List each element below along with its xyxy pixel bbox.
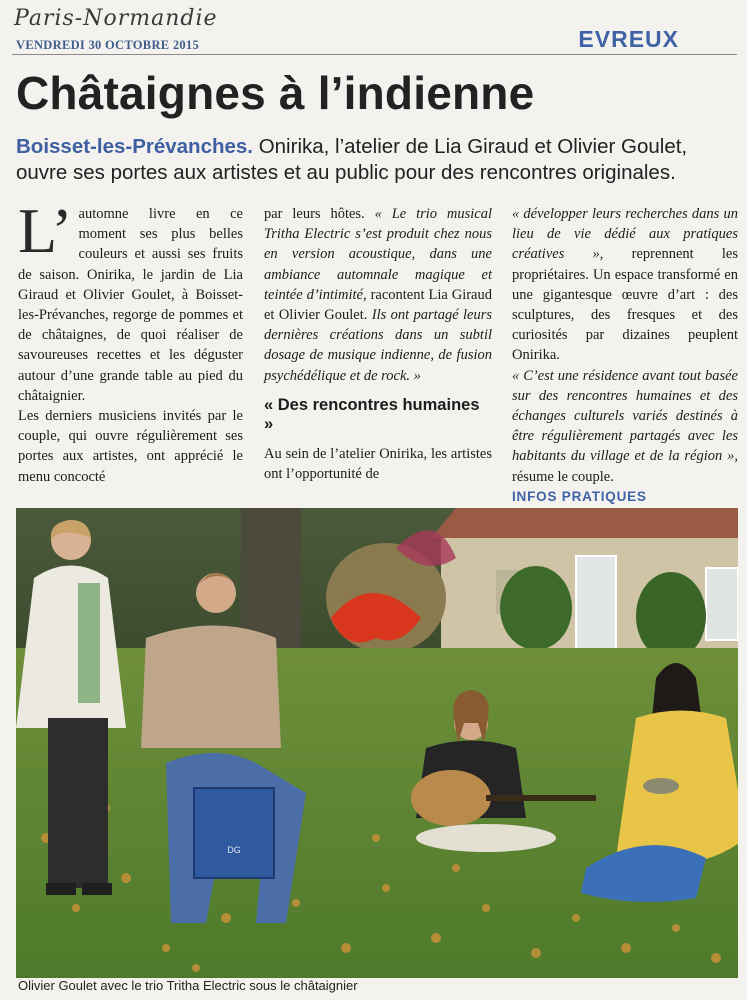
subheading: « Des rencontres humaines » [264,395,480,433]
paragraph-3 [264,204,492,386]
quote-residence: « C’est une résidence avant tout basée sur des rencontres humaines et des échanges culturels variés destinés à être régulièrement partagés avec les habitants du village et de la région », [512,367,738,465]
article-column-2 [264,204,492,484]
paragraph-4-lead [264,444,492,484]
garden-scene [16,508,738,978]
paragraph-2: Les derniers musiciens invités par le couple, qui ouvre régulièrement ses portes aux artistes, ont apprécié le menu concocté [18,408,243,485]
masthead-divider [12,54,737,55]
quote-creations: Ils ont partagé leurs dernières créations dans un subtil dosage de musique indienne, de fusion psychédélique et de rock. » [264,307,492,384]
quote-trio: « Le trio musical Tritha Electric s’est produit chez nous en version acoustique, dans une ambiance automnale magique et teintée d’intimité, [264,206,492,303]
issue-date: VENDREDI 30 OCTOBRE 2015 [16,38,200,52]
section-label: EVREUX [578,26,679,52]
paragraph-4-rest: reprennent les propriétaires. Un espace transformé en une gigantesque œuvre d’art : des sculptures, des fresques et des curiosités par dizaines peuplent Onirika. [512,246,738,364]
cajon-drum [194,788,274,878]
article-photo [16,508,738,978]
headline: Châtaignes à l’indienne [16,67,535,119]
article-column-1 [18,195,243,487]
shrub [500,566,572,650]
standfirst [16,134,738,186]
article-column-3 [512,204,738,532]
paragraph-5 [512,366,738,487]
masthead [12,6,737,56]
paragraph-4-cont [512,204,738,366]
paragraph-1-text: automne livre en ce moment ses plus belles couleurs et aussi ses fruits de saison. Onirika, le jardin de Lia Giraud et Olivier Goulet, à Boisset-les-Prévanches, regorge de pommes et de châtaignes, de quoi réaliser de savoureuses recettes et les déguster autour d’une grande table au pied du châtaignier. [18,206,243,404]
newspaper-name: Paris-Normandie [14,6,218,31]
paragraph-1 [18,195,243,406]
standfirst-place: Boisset-les-Prévanches. [16,135,254,158]
paragraph-4-text: Au sein de l’atelier Onirika, les artistes ont l’opportunité de [264,445,492,483]
singing-bowl [643,778,679,794]
paragraph-3-lead: par leurs hôtes. [264,206,375,222]
shrub [636,572,706,660]
quote-recherches: « développer leurs recherches dans un lieu de vie dédié aux pratiques créatives », [512,206,738,263]
standfirst-text: Onirika, l’atelier de Lia Giraud et Olivier Goulet, ouvre ses portes aux artistes et au public pour des rencontres originales. [16,135,688,184]
guitar-body [411,770,491,826]
drop-cap: L’ [18,195,73,266]
paragraph-3-attribution: racontent Lia Giraud et Olivier Goulet. [264,286,492,324]
guitar-neck [486,795,596,801]
paragraph-5-rest: résume le couple. [512,468,614,485]
drum-logo: DG [227,845,241,855]
photo-caption: Olivier Goulet avec le trio Tritha Electric sous le châtaignier [18,978,358,993]
infos-pratiques-label: INFOS PRATIQUES [512,488,647,504]
